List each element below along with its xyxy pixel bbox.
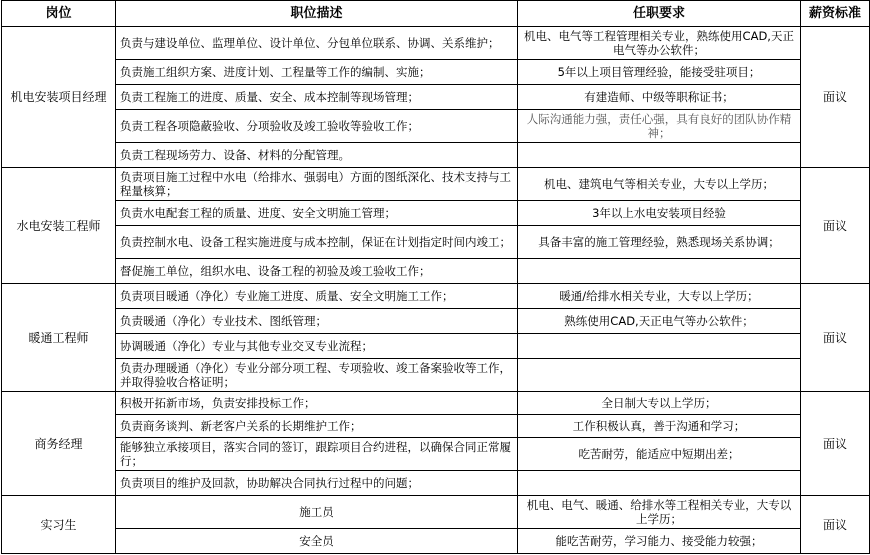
table-row bbox=[2, 27, 870, 60]
requirement-cell: 熟练使用CAD,天正电气等办公软件； bbox=[518, 309, 801, 334]
duty-cell: 积极开拓新市场，负责安排投标工作； bbox=[116, 392, 518, 415]
salary-cell: 面议 bbox=[801, 284, 870, 392]
requirement-cell: 人际沟通能力强，责任心强，具有良好的团队协作精神； bbox=[518, 110, 801, 143]
duty-cell: 负责控制水电、设备工程实施进度与成本控制，保证在计划指定时间内竣工； bbox=[116, 226, 518, 259]
table-row bbox=[2, 143, 870, 168]
duty-cell: 负责暖通（净化）专业技术、图纸管理； bbox=[116, 309, 518, 334]
duty-cell: 协调暖通（净化）专业与其他专业交叉专业流程； bbox=[116, 334, 518, 359]
table-row bbox=[2, 471, 870, 496]
requirement-cell: 3年以上水电安装项目经验 bbox=[518, 201, 801, 226]
position-cell: 实习生 bbox=[2, 496, 116, 554]
requirement-cell bbox=[518, 359, 801, 392]
duty-cell: 能够独立承接项目，落实合同的签订，跟踪项目合约进程，以确保合同正常履行； bbox=[116, 438, 518, 471]
duty-cell: 负责项目暖通（净化）专业施工进度、质量、安全文明施工工作； bbox=[116, 284, 518, 309]
position-cell: 暖通工程师 bbox=[2, 284, 116, 392]
recruitment-table bbox=[1, 0, 870, 554]
table-row bbox=[2, 201, 870, 226]
duty-cell: 负责工程现场劳力、设备、材料的分配管理。 bbox=[116, 143, 518, 168]
duty-cell: 负责办理暖通（净化）专业分部分项工程、专项验收、竣工备案验收等工作，并取得验收合格证明； bbox=[116, 359, 518, 392]
duty-cell: 负责与建设单位、监理单位、设计单位、分包单位联系、协调、关系维护； bbox=[116, 27, 518, 60]
requirement-cell: 暖通/给排水相关专业，大专以上学历； bbox=[518, 284, 801, 309]
requirement-cell: 吃苦耐劳，能适应中短期出差； bbox=[518, 438, 801, 471]
requirement-cell: 全日制大专以上学历； bbox=[518, 392, 801, 415]
salary-cell: 面议 bbox=[801, 496, 870, 554]
table-row bbox=[2, 110, 870, 143]
requirement-cell: 5年以上项目管理经验，能接受驻项目； bbox=[518, 60, 801, 85]
duty-cell: 负责商务谈判、新老客户关系的长期维护工作； bbox=[116, 415, 518, 438]
salary-cell: 面议 bbox=[801, 27, 870, 168]
duty-cell: 负责项目施工过程中水电（给排水、强弱电）方面的图纸深化、技术支持与工程量核算； bbox=[116, 168, 518, 201]
requirement-cell bbox=[518, 334, 801, 359]
position-cell: 水电安装工程师 bbox=[2, 168, 116, 284]
table-row bbox=[2, 259, 870, 284]
table-row bbox=[2, 392, 870, 415]
table-row bbox=[2, 60, 870, 85]
header-requirements: 任职要求 bbox=[518, 1, 801, 27]
table-row bbox=[2, 529, 870, 554]
requirement-cell bbox=[518, 143, 801, 168]
duty-cell: 负责工程各项隐蔽验收、分项验收及竣工验收等验收工作； bbox=[116, 110, 518, 143]
table-row bbox=[2, 309, 870, 334]
requirement-cell bbox=[518, 471, 801, 496]
duty-cell: 安全员 bbox=[116, 529, 518, 554]
duty-cell: 施工员 bbox=[116, 496, 518, 529]
salary-cell: 面议 bbox=[801, 168, 870, 284]
requirement-cell: 机电、电气等工程管理相关专业，熟练使用CAD,天正电气等办公软件； bbox=[518, 27, 801, 60]
table-row bbox=[2, 226, 870, 259]
header-row bbox=[2, 1, 870, 27]
header-position: 岗位 bbox=[2, 1, 116, 27]
salary-cell: 面议 bbox=[801, 392, 870, 496]
table-row bbox=[2, 438, 870, 471]
header-salary: 薪资标准 bbox=[801, 1, 870, 27]
header-description: 职位描述 bbox=[116, 1, 518, 27]
table-row bbox=[2, 85, 870, 110]
position-cell: 商务经理 bbox=[2, 392, 116, 496]
table-row bbox=[2, 284, 870, 309]
table-row bbox=[2, 334, 870, 359]
requirement-cell: 机电、电气、暖通、给排水等工程相关专业，大专以上学历； bbox=[518, 496, 801, 529]
position-cell: 机电安装项目经理 bbox=[2, 27, 116, 168]
requirement-cell bbox=[518, 259, 801, 284]
requirement-cell: 能吃苦耐劳，学习能力、接受能力较强； bbox=[518, 529, 801, 554]
duty-cell: 负责项目的维护及回款，协助解决合同执行过程中的问题； bbox=[116, 471, 518, 496]
duty-cell: 负责施工组织方案、进度计划、工程量等工作的编制、实施； bbox=[116, 60, 518, 85]
requirement-cell: 工作积极认真，善于沟通和学习； bbox=[518, 415, 801, 438]
requirement-cell: 机电、建筑电气等相关专业，大专以上学历； bbox=[518, 168, 801, 201]
duty-cell: 负责水电配套工程的质量、进度、安全文明施工管理； bbox=[116, 201, 518, 226]
requirement-cell: 具备丰富的施工管理经验，熟悉现场关系协调； bbox=[518, 226, 801, 259]
requirement-cell: 有建造师、中级等职称证书； bbox=[518, 85, 801, 110]
table-row bbox=[2, 415, 870, 438]
table-row bbox=[2, 496, 870, 529]
table-row bbox=[2, 168, 870, 201]
duty-cell: 负责工程施工的进度、质量、安全、成本控制等现场管理； bbox=[116, 85, 518, 110]
duty-cell: 督促施工单位，组织水电、设备工程的初验及竣工验收工作； bbox=[116, 259, 518, 284]
table-row bbox=[2, 359, 870, 392]
